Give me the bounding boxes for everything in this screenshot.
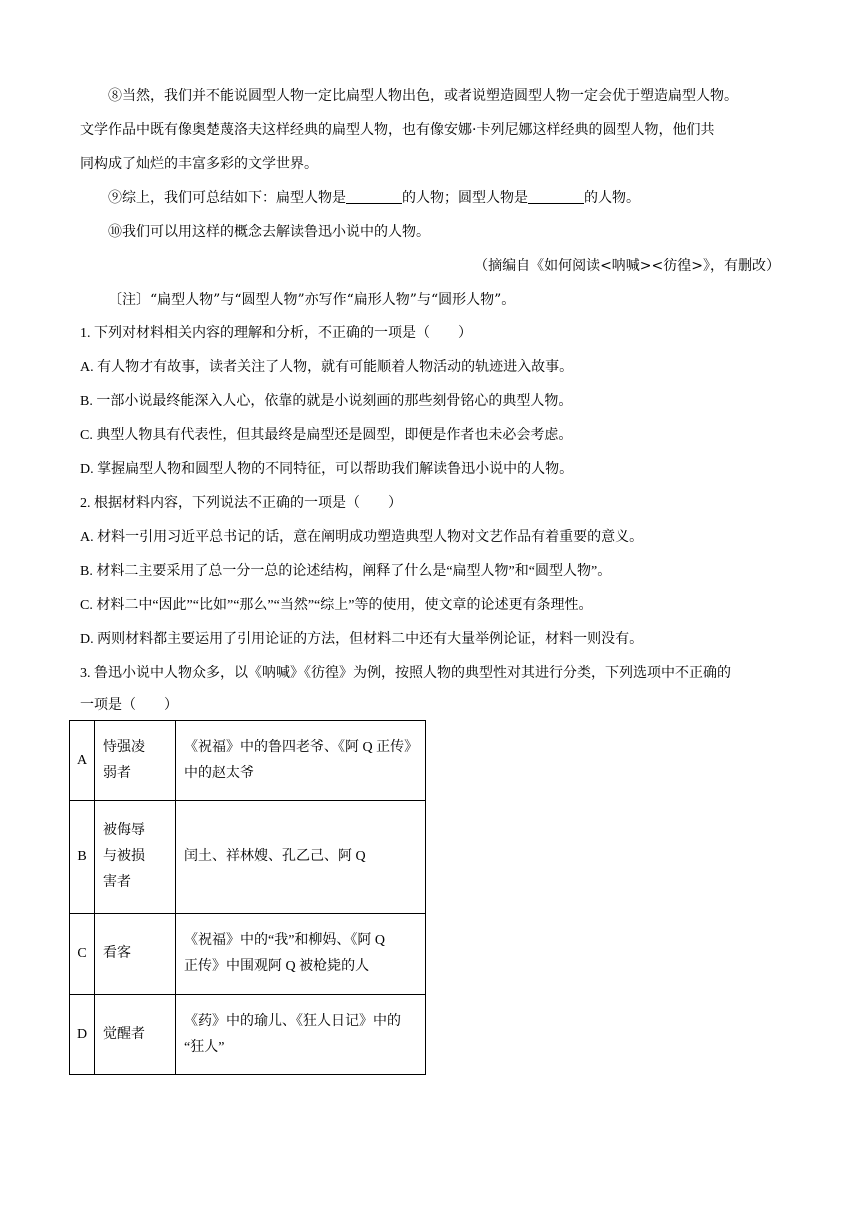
description-line: 《祝福》中的鲁四老爷、《阿 Q 正传》 — [184, 739, 419, 755]
question-3-options-table — [69, 720, 426, 1075]
option-category — [95, 914, 176, 995]
fill-in-blank-1[interactable] — [346, 189, 402, 204]
description-line: 闰土、祥林嫂、孔乙己、阿 Q — [184, 849, 366, 864]
category-line: 害者 — [103, 875, 131, 890]
paragraph-8-line-2: 文学作品中既有像奥楚蔑洛夫这样经典的扁型人物，也有像安娜·卡列尼娜这样经典的圆型人物，他们共 — [80, 122, 715, 138]
question-1-option-d: D. 掌握扁型人物和圆型人物的不同特征，可以帮助我们解读鲁迅小说中的人物。 — [80, 462, 574, 477]
option-letter: A — [70, 721, 95, 801]
description-line: 《祝福》中的“我”和柳妈、《阿 Q — [184, 933, 386, 948]
category-line: 看客 — [103, 946, 131, 961]
question-2-option-a: A. 材料一引用习近平总书记的话，意在阐明成功塑造典型人物对文艺作品有着重要的意义。 — [80, 530, 644, 545]
option-description — [176, 721, 426, 801]
source-citation: （摘编自《如何阅读<呐喊><彷徨>》，有删改） — [474, 258, 780, 274]
description-line: 正传》中围观阿 Q 被枪毙的人 — [184, 959, 370, 974]
table-row — [70, 721, 426, 801]
description-line: “狂人” — [184, 1039, 225, 1055]
question-1-stem: 1. 下列对材料相关内容的理解和分析，不正确的一项是（ ） — [80, 326, 472, 341]
option-description — [176, 914, 426, 995]
category-line: 与被损 — [103, 849, 145, 864]
description-line: 中的赵太爷 — [184, 765, 254, 781]
paragraph-9-part-1: ⑨综上，我们可总结如下：扁型人物是 — [108, 190, 346, 206]
paragraph-10: ⑩我们可以用这样的概念去解读鲁迅小说中的人物。 — [108, 224, 430, 240]
option-description — [176, 801, 426, 914]
question-2-stem: 2. 根据材料内容，下列说法不正确的一项是（ ） — [80, 496, 402, 511]
option-letter: D — [70, 995, 95, 1075]
option-category — [95, 801, 176, 914]
table-row — [70, 801, 426, 914]
paragraph-8-line-3: 同构成了灿烂的丰富多彩的文学世界。 — [80, 156, 318, 172]
category-line: 被侮辱 — [103, 823, 145, 838]
option-category — [95, 721, 176, 801]
question-2-option-c: C. 材料二中“因此”“比如”“那么”“当然”“综上”等的使用，使文章的论述更有条理性。 — [80, 598, 593, 613]
category-line: 恃强凌 — [103, 739, 145, 755]
question-1-option-b: B. 一部小说最终能深入人心，依靠的就是小说刻画的那些刻骨铭心的典型人物。 — [80, 394, 573, 409]
question-2-option-d: D. 两则材料都主要运用了引用论证的方法，但材料二中还有大量举例论证，材料一则没有。 — [80, 632, 644, 647]
category-line: 觉醒者 — [103, 1026, 145, 1042]
option-description — [176, 995, 426, 1075]
question-3-stem-line-2: 一项是（ ） — [80, 698, 178, 713]
table-row — [70, 914, 426, 995]
paragraph-8-line-1: ⑧当然，我们并不能说圆型人物一定比扁型人物出色，或者说塑造圆型人物一定会优于塑造扁型人物。 — [108, 88, 738, 104]
paragraph-9-part-2: 的人物；圆型人物是 — [402, 190, 528, 206]
paragraph-9-part-3: 的人物。 — [584, 190, 640, 206]
category-line: 弱者 — [103, 765, 131, 781]
annotation-note: 〔注〕“扁型人物”与“圆型人物”亦写作“扁形人物”与“圆形人物”。 — [108, 292, 516, 308]
question-1-option-c: C. 典型人物具有代表性，但其最终是扁型还是圆型，即便是作者也未必会考虑。 — [80, 428, 573, 443]
question-3-stem-line-1: 3. 鲁迅小说中人物众多，以《呐喊》《彷徨》为例，按照人物的典型性对其进行分类，下列选项中不正确的 — [80, 666, 731, 681]
question-1-option-a: A. 有人物才有故事，读者关注了人物，就有可能顺着人物活动的轨迹进入故事。 — [80, 360, 574, 375]
option-letter: C — [70, 914, 95, 995]
description-line: 《药》中的瑜儿、《狂人日记》中的 — [184, 1013, 401, 1029]
table-row — [70, 995, 426, 1075]
question-2-option-b: B. 材料二主要采用了总一分一总的论述结构，阐释了什么是“扁型人物”和“圆型人物”。 — [80, 564, 612, 579]
option-category — [95, 995, 176, 1075]
paragraph-9 — [108, 188, 780, 208]
option-letter: B — [70, 801, 95, 914]
fill-in-blank-2[interactable] — [528, 189, 584, 204]
